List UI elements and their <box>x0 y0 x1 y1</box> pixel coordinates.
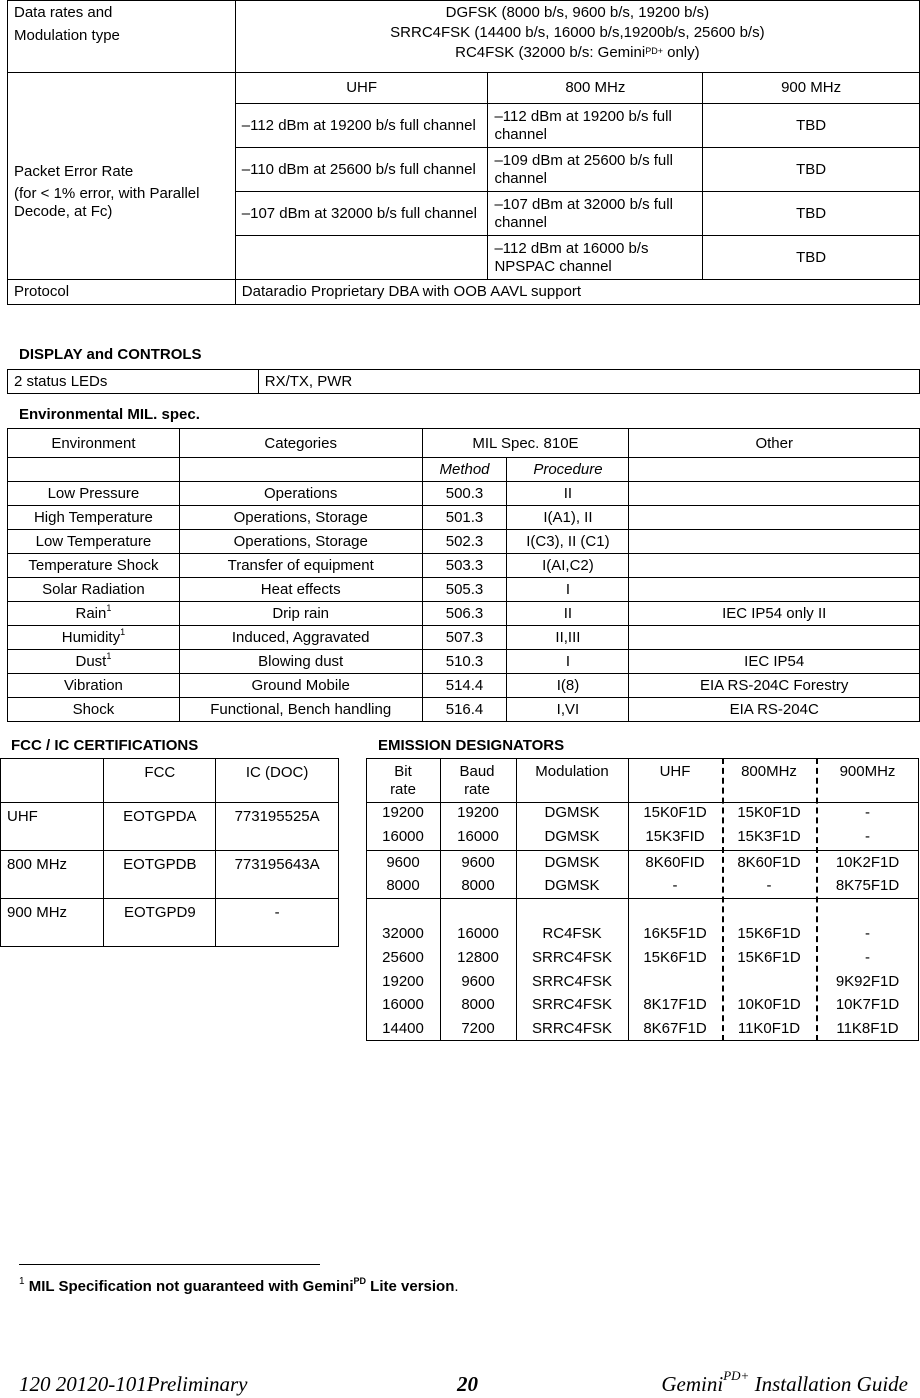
emission-cell: 7200 <box>461 1020 495 1037</box>
footnote: $^1$ MIL Specification not guaranteed with Gemini$^{PD}$ Lite version. <box>19 1276 459 1295</box>
fcc-cell: 900 MHz <box>1 899 104 947</box>
emission-cell: - <box>865 949 870 966</box>
env-cell: 505.3 <box>422 578 507 602</box>
env-cell: Operations, Storage <box>179 506 422 530</box>
fcc-table <box>0 758 339 947</box>
fcc-cell: UHF <box>1 803 104 851</box>
data-rates-value: DGFSK (8000 b/s, 9600 b/s, 19200 b/s) SRRC4FSK (14400 b/s, 16000 b/s,19200b/s, 25600 b/s) RC4FSK (32000 b/s: Gemini$^{PD+}$ only) <box>235 1 919 73</box>
specs-table <box>7 0 920 305</box>
env-header: Categories <box>179 429 422 458</box>
env-cell: II <box>507 482 629 506</box>
emission-cell: 15K6F1D <box>737 949 801 966</box>
fcc-cell: - <box>216 899 339 947</box>
env-header: Environment <box>8 429 180 458</box>
emission-cell: 12800 <box>457 949 499 966</box>
emission-cell: 16000 <box>457 828 499 845</box>
emission-cell: 15K0F1D <box>737 804 801 821</box>
env-cell: I(8) <box>507 674 629 698</box>
emission-cell: 9600 <box>386 854 420 871</box>
emission-cell: 8K60FID <box>645 854 705 871</box>
env-cell: Blowing dust <box>179 650 422 674</box>
env-cell: Vibration <box>8 674 180 698</box>
env-cell: Transfer of equipment <box>179 554 422 578</box>
display-label: 2 status LEDs <box>8 370 259 394</box>
env-cell: Low Temperature <box>8 530 180 554</box>
env-cell <box>629 578 920 602</box>
display-table <box>7 369 920 394</box>
fcc-cell: 773195643A <box>216 851 339 899</box>
per-cell: TBD <box>703 104 920 148</box>
env-subheader: Procedure <box>507 458 629 482</box>
env-cell <box>629 626 920 650</box>
per-cell: –112 dBm at 19200 b/s full channel <box>488 104 703 148</box>
env-cell: Heat effects <box>179 578 422 602</box>
env-subheader: Method <box>422 458 507 482</box>
emission-cell: 11K8F1D <box>836 1020 899 1037</box>
fcc-header <box>1 759 104 803</box>
env-cell: Ground Mobile <box>179 674 422 698</box>
emission-cell: - <box>865 925 870 942</box>
env-cell: IEC IP54 <box>629 650 920 674</box>
per-cell: TBD <box>703 192 920 236</box>
env-cell: Rain$^1$ <box>8 602 180 626</box>
per-cell: –107 dBm at 32000 b/s full channel <box>488 192 703 236</box>
env-cell <box>629 506 920 530</box>
emission-cell: 10K2F1D <box>835 854 900 871</box>
emission-cell: 8000 <box>386 877 420 894</box>
emission-cell: 11K0F1D <box>737 1020 801 1037</box>
env-cell: Induced, Aggravated <box>179 626 422 650</box>
env-cell <box>629 554 920 578</box>
per-cell <box>235 236 488 280</box>
emission-cell: - <box>865 828 870 845</box>
display-heading: DISPLAY and CONTROLS <box>19 346 202 363</box>
table-row <box>8 674 920 698</box>
band-header: 900 MHz <box>703 73 920 104</box>
fcc-header: FCC <box>104 759 216 803</box>
emission-rule <box>366 850 919 851</box>
emission-cell: 15K6F1D <box>737 925 801 942</box>
table-row <box>8 530 920 554</box>
emission-cell: - <box>766 877 772 894</box>
per-cell: –109 dBm at 25600 b/s full channel <box>488 148 703 192</box>
emission-cell: 10K0F1D <box>737 996 801 1013</box>
emission-header: 800MHz <box>741 763 797 780</box>
env-cell: Humidity$^1$ <box>8 626 180 650</box>
fcc-header: IC (DOC) <box>216 759 339 803</box>
emission-cell: SRRC4FSK <box>531 996 613 1013</box>
emission-cell: 10K7F1D <box>835 996 900 1013</box>
env-cell: 503.3 <box>422 554 507 578</box>
emission-cell: 8000 <box>461 996 495 1013</box>
env-cell: 500.3 <box>422 482 507 506</box>
guide-title: Gemini$^{PD+}$ Installation Guide <box>661 1368 908 1396</box>
emission-cell: 8K60F1D <box>737 854 801 871</box>
display-value: RX/TX, PWR <box>258 370 919 394</box>
emission-cell: 32000 <box>382 925 424 942</box>
emission-cell: DGMSK <box>544 804 600 821</box>
table-row <box>8 698 920 722</box>
emission-rule <box>366 898 919 899</box>
emission-cell: 16K5F1D <box>643 925 707 942</box>
emission-cell: 19200 <box>382 973 424 990</box>
per-cell: –112 dBm at 19200 b/s full channel <box>235 104 488 148</box>
env-cell: I <box>507 650 629 674</box>
per-cell: TBD <box>703 236 920 280</box>
emission-cell: DGMSK <box>544 828 600 845</box>
emission-cell: 19200 <box>382 804 424 821</box>
emission-cell: 15K3FID <box>645 828 705 845</box>
emission-cell: SRRC4FSK <box>531 973 613 990</box>
env-cell: High Temperature <box>8 506 180 530</box>
emission-cell: 25600 <box>382 949 424 966</box>
emission-cell: 19200 <box>457 804 499 821</box>
env-cell: 506.3 <box>422 602 507 626</box>
environmental-heading: Environmental MIL. spec. <box>19 406 200 423</box>
emission-cell: - <box>865 804 870 821</box>
env-cell: Low Pressure <box>8 482 180 506</box>
emission-header: 900MHz <box>839 763 896 780</box>
fcc-cell: 773195525A <box>216 803 339 851</box>
band-header: UHF <box>235 73 488 104</box>
page-number: 20 <box>457 1372 478 1396</box>
protocol-value: Dataradio Proprietary DBA with OOB AAVL support <box>235 280 919 305</box>
env-header: MIL Spec. 810E <box>422 429 629 458</box>
emission-cell: 9K92F1D <box>835 973 900 990</box>
env-cell: 502.3 <box>422 530 507 554</box>
emission-cell: 8K17F1D <box>643 996 707 1013</box>
env-cell: 507.3 <box>422 626 507 650</box>
env-cell: Operations <box>179 482 422 506</box>
per-cell: –112 dBm at 16000 b/s NPSPAC channel <box>488 236 703 280</box>
emission-cell: 15K0F1D <box>643 804 707 821</box>
env-cell: Shock <box>8 698 180 722</box>
env-cell: II,III <box>507 626 629 650</box>
env-cell: II <box>507 602 629 626</box>
env-cell: I(C3), II (C1) <box>507 530 629 554</box>
emission-cell: 16000 <box>457 925 499 942</box>
table-row <box>8 650 920 674</box>
env-cell: EIA RS-204C Forestry <box>629 674 920 698</box>
band-header: 800 MHz <box>488 73 703 104</box>
env-cell: I <box>507 578 629 602</box>
fcc-cell: EOTGPDB <box>104 851 216 899</box>
env-cell: Operations, Storage <box>179 530 422 554</box>
table-row <box>8 578 920 602</box>
emission-header: Baud rate <box>459 763 495 798</box>
emission-cell: 9600 <box>461 973 495 990</box>
env-cell: I,VI <box>507 698 629 722</box>
per-cell: –110 dBm at 25600 b/s full channel <box>235 148 488 192</box>
emission-cell: 8000 <box>461 877 495 894</box>
emission-header: Modulation <box>535 763 609 780</box>
emission-cell: 14400 <box>382 1020 424 1037</box>
protocol-label: Protocol <box>8 280 236 305</box>
emission-header: UHF <box>659 763 691 780</box>
doc-number: 120 20120-101Preliminary <box>19 1372 248 1396</box>
env-cell: EIA RS-204C <box>629 698 920 722</box>
emission-cell: DGMSK <box>544 877 600 894</box>
emission-cell: SRRC4FSK <box>531 949 613 966</box>
emission-cell: SRRC4FSK <box>531 1020 613 1037</box>
env-cell <box>629 482 920 506</box>
env-cell: 501.3 <box>422 506 507 530</box>
per-label: Packet Error Rate (for < 1% error, with Parallel Decode, at Fc) <box>8 73 236 280</box>
env-cell: I(A1), II <box>507 506 629 530</box>
emission-cell: 15K6F1D <box>643 949 707 966</box>
env-cell: 514.4 <box>422 674 507 698</box>
env-cell: Functional, Bench handling <box>179 698 422 722</box>
env-cell: IEC IP54 only II <box>629 602 920 626</box>
emission-cell: 16000 <box>382 996 424 1013</box>
emission-cell: DGMSK <box>544 854 600 871</box>
env-cell: Drip rain <box>179 602 422 626</box>
fcc-cell: EOTGPDA <box>104 803 216 851</box>
fcc-heading: FCC / IC CERTIFICATIONS <box>11 737 199 754</box>
emission-header: Bit rate <box>390 763 416 798</box>
table-row <box>8 482 920 506</box>
table-row <box>8 506 920 530</box>
fcc-cell: EOTGPD9 <box>104 899 216 947</box>
environmental-table <box>7 428 920 722</box>
env-cell: Temperature Shock <box>8 554 180 578</box>
table-row <box>8 602 920 626</box>
env-cell: I(AI,C2) <box>507 554 629 578</box>
emission-heading: EMISSION DESIGNATORS <box>378 737 565 754</box>
env-header: Other <box>629 429 920 458</box>
emission-cell: 16000 <box>382 828 424 845</box>
per-cell: TBD <box>703 148 920 192</box>
emission-rule <box>366 802 919 803</box>
env-cell: 510.3 <box>422 650 507 674</box>
fcc-cell: 800 MHz <box>1 851 104 899</box>
table-row <box>8 554 920 578</box>
emission-cell: RC4FSK <box>542 925 602 942</box>
env-cell <box>629 530 920 554</box>
per-cell: –107 dBm at 32000 b/s full channel <box>235 192 488 236</box>
data-rates-label: Data rates and Modulation type <box>8 1 236 73</box>
emission-cell: 9600 <box>461 854 495 871</box>
emission-cell: - <box>672 877 678 894</box>
emission-cell: 8K67F1D <box>643 1020 707 1037</box>
emission-cell: 8K75F1D <box>835 877 900 894</box>
table-row <box>8 626 920 650</box>
env-cell: Solar Radiation <box>8 578 180 602</box>
env-cell: Dust$^1$ <box>8 650 180 674</box>
emission-cell: 15K3F1D <box>737 828 801 845</box>
footnote-rule <box>19 1264 320 1265</box>
env-cell: 516.4 <box>422 698 507 722</box>
